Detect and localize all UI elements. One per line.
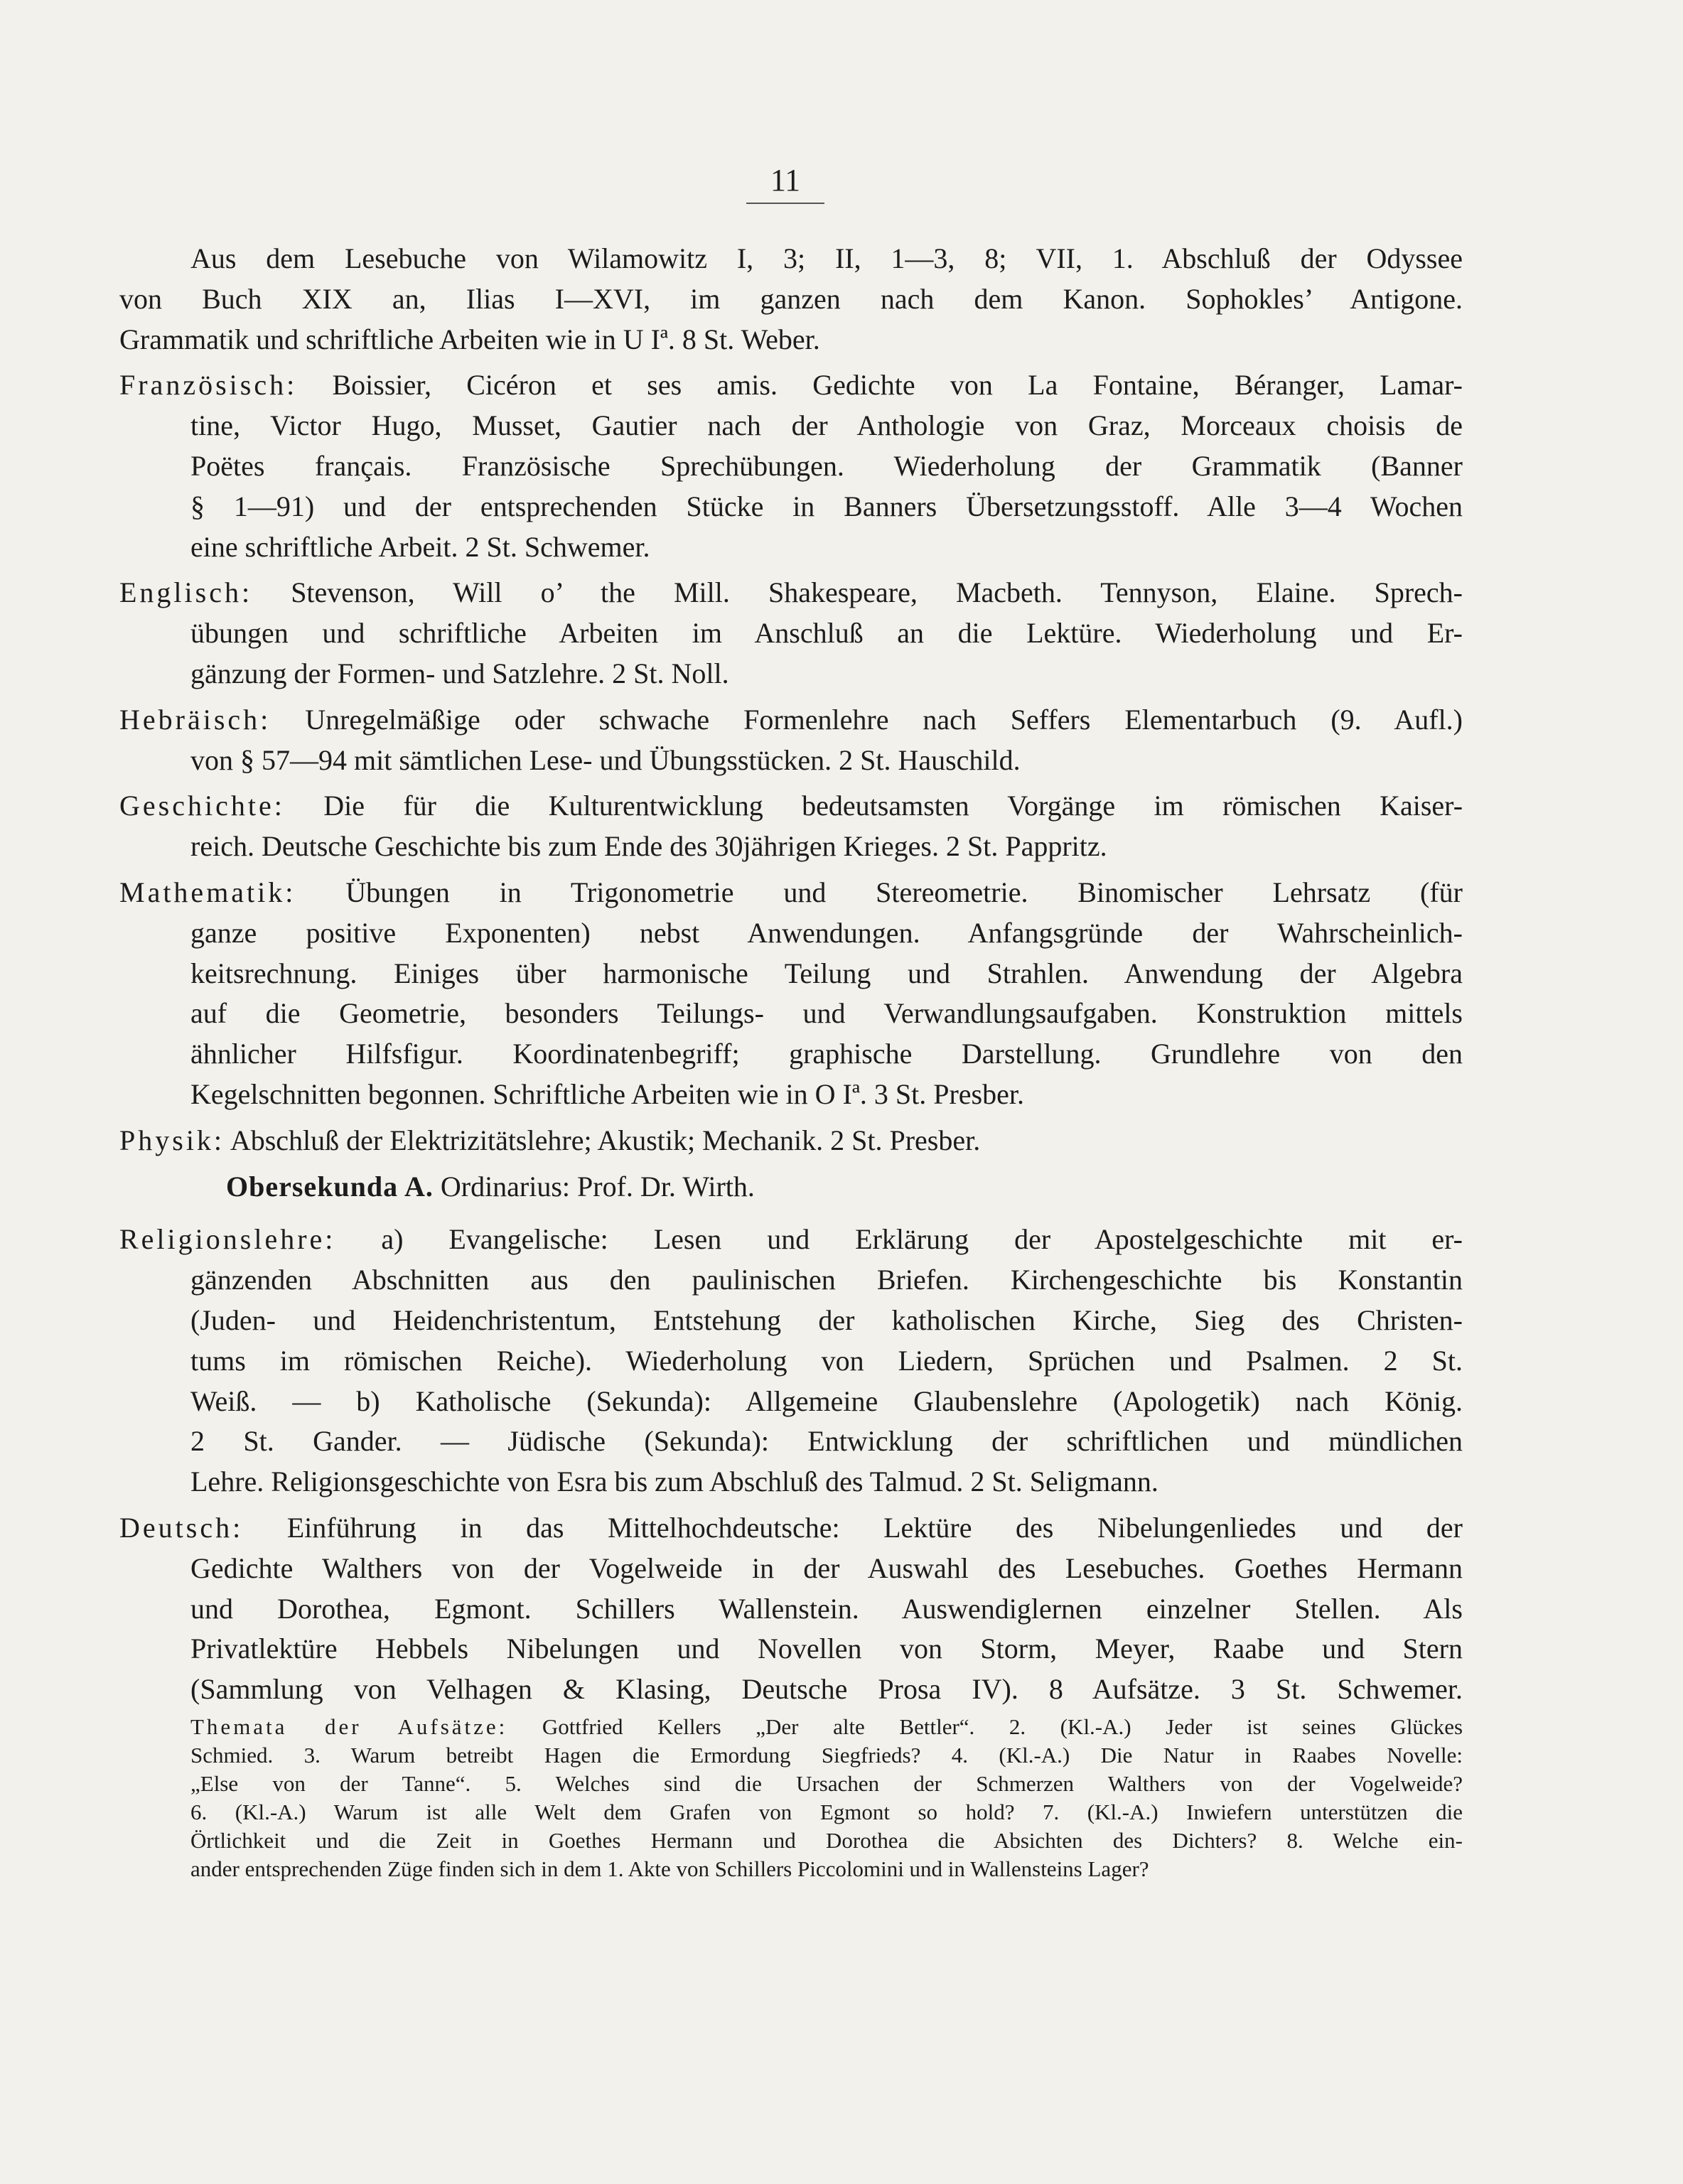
text-line: auf die Geometrie, besonders Teilungs- und Verwandlungsaufgaben. Konstruktion mittels	[190, 997, 1463, 1030]
text-line: Aus dem Lesebuche von Wilamowitz I, 3; II, 1—3, 8; VII, 1. Abschluß der Odyssee	[190, 242, 1463, 274]
text-line: von § 57—94 mit sämtlichen Lese- und Übungsstücken. 2 St. Hauschild.	[190, 743, 1021, 776]
section-physik	[119, 1121, 1463, 1161]
text-line: von Buch XIX an, Ilias I—XVI, im ganzen nach dem Kanon. Sophokles’ Antigone.	[119, 282, 1463, 315]
subject-label: Deutsch:	[119, 1511, 244, 1544]
text-line: 6. (Kl.-A.) Warum ist alle Welt dem Grafen von Egmont so hold? 7. (Kl.-A.) Inwiefern unterstützen die	[190, 1799, 1463, 1824]
text-line: Abschluß der Elektrizitätslehre; Akustik; Mechanik. 2 St. Presber.	[230, 1124, 981, 1156]
text-line: und Dorothea, Egmont. Schillers Wallenstein. Auswendiglernen einzelner Stellen. Als	[190, 1592, 1463, 1625]
text-line: Lehre. Religionsgeschichte von Esra bis zum Abschluß des Talmud. 2 St. Seligmann.	[190, 1465, 1158, 1498]
subject-label: Physik:	[119, 1124, 225, 1156]
text-line: a) Evangelische: Lesen und Erklärung der Apostelgeschichte mit er-	[381, 1223, 1463, 1256]
text-line: ganze positive Exponenten) nebst Anwendungen. Anfangsgründe der Wahrscheinlich-	[190, 916, 1463, 949]
text-line: (Sammlung von Velhagen & Klasing, Deutsche Prosa IV). 8 Aufsätze. 3 St. Schwemer.	[190, 1673, 1463, 1706]
text-line: Boissier, Cicéron et ses amis. Gedichte von La Fontaine, Béranger, Lamar-	[332, 369, 1463, 402]
section-franzoesisch	[119, 365, 1463, 567]
text-line: ähnlicher Hilfsfigur. Koordinatenbegriff; graphische Darstellung. Grundlehre von den	[190, 1038, 1463, 1070]
class-ordinarius: Ordinarius: Prof. Dr. Wirth.	[440, 1170, 755, 1203]
essay-topics	[119, 1713, 1463, 1883]
section-religionslehre	[119, 1220, 1463, 1502]
subject-label: Französisch:	[119, 369, 298, 402]
page-body	[119, 239, 1463, 1883]
text-line: Gedichte Walthers von der Vogelweide in der Auswahl des Lesebuches. Goethes Hermann	[190, 1551, 1463, 1584]
text-line: „Else von der Tanne“. 5. Welches sind die Ursachen der Schmerzen Walthers von der Vogelweide?	[190, 1770, 1463, 1796]
text-line: Unregelmäßige oder schwache Formenlehre nach Seffers Elementarbuch (9. Aufl.)	[305, 703, 1463, 736]
text-line: (Juden- und Heidenchristentum, Entstehung der katholischen Kirche, Sieg des Christen-	[190, 1303, 1463, 1336]
section-griechisch-continued	[119, 239, 1463, 360]
section-deutsch	[119, 1508, 1463, 1710]
subject-label: Religionslehre:	[119, 1223, 336, 1256]
text-line: Privatlektüre Hebbels Nibelungen und Novellen von Storm, Meyer, Raabe und Stern	[190, 1632, 1463, 1665]
text-line: gänzenden Abschnitten aus den paulinischen Briefen. Kirchengeschichte bis Konstantin	[190, 1264, 1463, 1296]
text-line: gänzung der Formen- und Satzlehre. 2 St. Noll.	[190, 657, 729, 689]
text-line: Stevenson, Will o’ the Mill. Shakespeare, Macbeth. Tennyson, Elaine. Sprech-	[291, 576, 1463, 609]
text-line: Poëtes français. Französische Sprechübungen. Wiederholung der Grammatik (Banner	[190, 449, 1463, 482]
text-line: ander entsprechenden Züge finden sich in dem 1. Akte von Schillers Piccolomini und in Wallensteins Lager?	[190, 1856, 1149, 1881]
text-line: tums im römischen Reiche). Wiederholung von Liedern, Sprüchen und Psalmen. 2 St.	[190, 1344, 1463, 1377]
topics-label: Themata der Aufsätze:	[190, 1714, 508, 1739]
text-line: Schmied. 3. Warum betreibt Hagen die Ermordung Siegfrieds? 4. (Kl.-A.) Die Natur in Raabes Novelle:	[190, 1742, 1463, 1768]
text-line: reich. Deutsche Geschichte bis zum Ende des 30jährigen Krieges. 2 St. Pappritz.	[190, 830, 1107, 863]
text-line: keitsrechnung. Einiges über harmonische Teilung und Strahlen. Anwendung der Algebra	[190, 957, 1463, 989]
subject-label: Geschichte:	[119, 790, 285, 822]
text-line: übungen und schriftliche Arbeiten im Anschluß an die Lektüre. Wiederholung und Er-	[190, 617, 1463, 650]
section-geschichte	[119, 786, 1463, 867]
section-mathematik	[119, 873, 1463, 1115]
text-line: Kegelschnitten begonnen. Schriftliche Arbeiten wie in O Iª. 3 St. Presber.	[190, 1077, 1024, 1110]
page-number: 11	[746, 162, 824, 204]
text-line: Die für die Kulturentwicklung bedeutsamsten Vorgänge im römischen Kaiser-	[323, 790, 1463, 822]
text-line: Einführung in das Mittelhochdeutsche: Lektüre des Nibelungenliedes und der	[286, 1511, 1463, 1544]
text-line: tine, Victor Hugo, Musset, Gautier nach der Anthologie von Graz, Morceaux choisis de	[190, 409, 1463, 442]
text-line: Weiß. — b) Katholische (Sekunda): Allgemeine Glaubenslehre (Apologetik) nach König.	[190, 1384, 1463, 1417]
text-line: § 1—91) und der entsprechenden Stücke in Banners Übersetzungsstoff. Alle 3—4 Wochen	[190, 490, 1463, 522]
class-title: Obersekunda A.	[226, 1170, 434, 1203]
text-line: Grammatik und schriftliche Arbeiten wie in U Iª. 8 St. Weber.	[119, 323, 820, 355]
text-line: Örtlichkeit und die Zeit in Goethes Hermann und Dorothea die Absichten des Dichters? 8. Welche ein-	[190, 1827, 1463, 1853]
text-line: eine schriftliche Arbeit. 2 St. Schwemer.	[190, 530, 650, 563]
subject-label: Mathematik:	[119, 876, 296, 908]
section-hebraeisch	[119, 700, 1463, 781]
subject-label: Hebräisch:	[119, 703, 271, 736]
text-line: Gottfried Kellers „Der alte Bettler“. 2. (Kl.-A.) Jeder ist seines Glückes	[542, 1714, 1463, 1739]
class-heading	[119, 1167, 1463, 1207]
section-englisch	[119, 573, 1463, 694]
text-line: 2 St. Gander. — Jüdische (Sekunda): Entwicklung der schriftlichen und mündlichen	[190, 1425, 1463, 1458]
subject-label: Englisch:	[119, 576, 253, 609]
text-line: Übungen in Trigonometrie und Stereometrie. Binomischer Lehrsatz (für	[345, 876, 1463, 908]
